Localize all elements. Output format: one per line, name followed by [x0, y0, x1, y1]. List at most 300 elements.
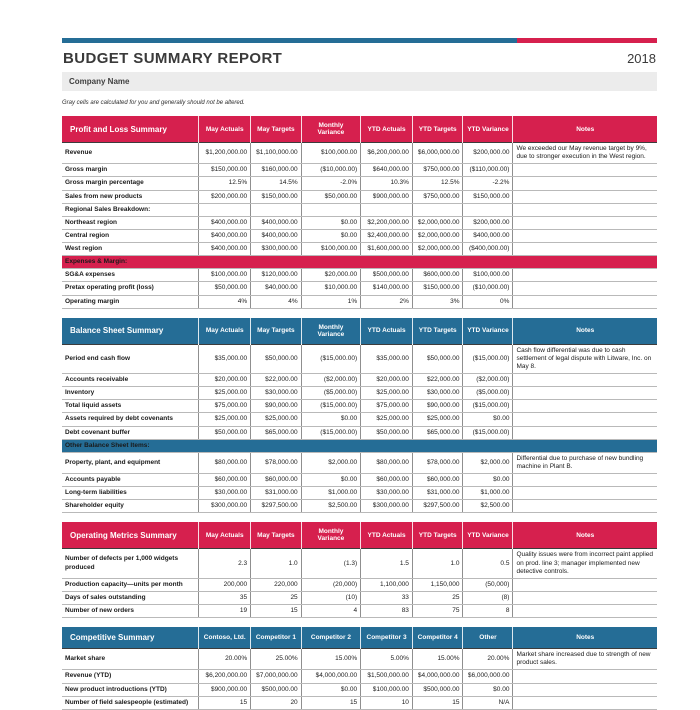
table-row — [62, 344, 657, 373]
value-cell: $2,000,000.00 — [412, 216, 463, 229]
value-cell: 25 — [412, 591, 463, 604]
row-label: SG&A expenses — [62, 269, 199, 282]
row-label: Long-term liabilities — [62, 487, 199, 500]
column-header: May Targets — [251, 318, 302, 345]
table-title-operating-metrics: Operating Metrics Summary — [62, 522, 199, 549]
table-header-row — [62, 627, 657, 649]
table-header-row — [62, 522, 657, 549]
value-cell: $7,000,000.00 — [251, 670, 302, 683]
value-cell: $4,000,000.00 — [412, 670, 463, 683]
note-cell: Market share increased due to strength of new product sales. — [513, 649, 657, 670]
value-cell — [199, 203, 251, 216]
value-cell: $500,000.00 — [412, 683, 463, 696]
column-header: YTD Variance — [463, 116, 513, 143]
value-cell: $100,000.00 — [301, 243, 361, 256]
value-cell: 15 — [301, 696, 361, 709]
value-cell: 12.5% — [412, 177, 463, 190]
table-row — [62, 282, 657, 295]
row-label: Total liquid assets — [62, 400, 199, 413]
column-header: Notes — [513, 627, 657, 649]
value-cell: $4,000,000.00 — [301, 670, 361, 683]
value-cell: 200,000 — [199, 578, 251, 591]
value-cell: $0.00 — [301, 683, 361, 696]
value-cell: $400,000.00 — [251, 216, 302, 229]
value-cell: 220,000 — [251, 578, 302, 591]
row-label: Pretax operating profit (loss) — [62, 282, 199, 295]
value-cell: $78,000.00 — [251, 452, 302, 473]
report-page — [62, 38, 657, 710]
value-cell: $25,000.00 — [251, 413, 302, 426]
value-cell: 2.3 — [199, 549, 251, 578]
value-cell: 20.00% — [463, 649, 513, 670]
value-cell: ($15,000.00) — [463, 344, 513, 373]
table-row — [62, 216, 657, 229]
value-cell: 4 — [301, 605, 361, 618]
value-cell: ($15,000.00) — [301, 344, 361, 373]
table-row — [62, 683, 657, 696]
value-cell: $0.00 — [301, 216, 361, 229]
value-cell: $2,400,000.00 — [361, 229, 413, 242]
value-cell: $140,000.00 — [361, 282, 413, 295]
value-cell: $400,000.00 — [463, 229, 513, 242]
value-cell: 83 — [361, 605, 413, 618]
value-cell: $400,000.00 — [199, 216, 251, 229]
table-row — [62, 487, 657, 500]
column-header: Notes — [513, 116, 657, 143]
value-cell: $400,000.00 — [251, 229, 302, 242]
value-cell: $6,200,000.00 — [361, 143, 413, 164]
value-cell: $750,000.00 — [412, 164, 463, 177]
value-cell: $1,600,000.00 — [361, 243, 413, 256]
note-cell — [513, 426, 657, 439]
table-row — [62, 649, 657, 670]
value-cell: $75,000.00 — [361, 400, 413, 413]
value-cell: $100,000.00 — [199, 269, 251, 282]
section-band-label: Expenses & Margin: — [62, 256, 657, 269]
value-cell: $60,000.00 — [412, 474, 463, 487]
value-cell: ($15,000.00) — [301, 400, 361, 413]
value-cell: $30,000.00 — [412, 387, 463, 400]
value-cell: $900,000.00 — [361, 190, 413, 203]
value-cell: $1,200,000.00 — [199, 143, 251, 164]
value-cell: $150,000.00 — [463, 190, 513, 203]
note-cell — [513, 400, 657, 413]
value-cell: ($2,000.00) — [301, 374, 361, 387]
value-cell: $2,200,000.00 — [361, 216, 413, 229]
table-title-balance-sheet: Balance Sheet Summary — [62, 318, 199, 345]
note-cell — [513, 591, 657, 604]
value-cell: $1,000.00 — [301, 487, 361, 500]
table-row — [62, 190, 657, 203]
column-header: YTD Actuals — [361, 522, 413, 549]
value-cell: $2,500.00 — [301, 500, 361, 513]
value-cell: $30,000.00 — [199, 487, 251, 500]
value-cell: $31,000.00 — [251, 487, 302, 500]
value-cell: $50,000.00 — [199, 426, 251, 439]
note-cell — [513, 670, 657, 683]
value-cell: 20 — [251, 696, 302, 709]
value-cell: $10,000.00 — [301, 282, 361, 295]
column-header: Competitor 2 — [301, 627, 361, 649]
value-cell: $65,000.00 — [251, 426, 302, 439]
table-title-competitive-summary: Competitive Summary — [62, 627, 199, 649]
value-cell: 20.00% — [199, 649, 251, 670]
column-header: YTD Targets — [412, 116, 463, 143]
value-cell: $20,000.00 — [301, 269, 361, 282]
value-cell: $600,000.00 — [412, 269, 463, 282]
value-cell: $75,000.00 — [199, 400, 251, 413]
value-cell: $6,000,000.00 — [412, 143, 463, 164]
value-cell: 0% — [463, 295, 513, 308]
value-cell: 33 — [361, 591, 413, 604]
value-cell — [301, 203, 361, 216]
value-cell: 15.00% — [301, 649, 361, 670]
value-cell: $50,000.00 — [412, 344, 463, 373]
value-cell: $60,000.00 — [251, 474, 302, 487]
column-header: Notes — [513, 522, 657, 549]
table-row — [62, 295, 657, 308]
disclaimer-note: Gray cells are calculated for you and generally should not be altered. — [62, 100, 245, 106]
value-cell: $20,000.00 — [199, 374, 251, 387]
value-cell: 1.5 — [361, 549, 413, 578]
table-row — [62, 387, 657, 400]
value-cell: $35,000.00 — [361, 344, 413, 373]
value-cell: $200,000.00 — [463, 143, 513, 164]
value-cell: 10 — [361, 696, 413, 709]
value-cell: (1.3) — [301, 549, 361, 578]
value-cell: $750,000.00 — [412, 190, 463, 203]
value-cell: $25,000.00 — [361, 413, 413, 426]
value-cell: 15 — [412, 696, 463, 709]
value-cell: $2,000.00 — [463, 452, 513, 473]
row-label: Shareholder equity — [62, 500, 199, 513]
value-cell: $400,000.00 — [199, 229, 251, 242]
table-row — [62, 243, 657, 256]
value-cell: $400,000.00 — [199, 243, 251, 256]
value-cell: $78,000.00 — [412, 452, 463, 473]
note-cell — [513, 374, 657, 387]
row-label: Production capacity—units per month — [62, 578, 199, 591]
value-cell: 1.0 — [412, 549, 463, 578]
table-row — [62, 143, 657, 164]
value-cell: $150,000.00 — [199, 164, 251, 177]
column-header: May Actuals — [199, 318, 251, 345]
note-cell — [513, 474, 657, 487]
column-header: Competitor 3 — [361, 627, 413, 649]
row-label: Revenue — [62, 143, 199, 164]
value-cell — [361, 203, 413, 216]
value-cell: 1% — [301, 295, 361, 308]
note-cell — [513, 683, 657, 696]
value-cell: $30,000.00 — [361, 487, 413, 500]
value-cell: ($10,000.00) — [463, 282, 513, 295]
value-cell: $100,000.00 — [301, 143, 361, 164]
column-header: May Actuals — [199, 522, 251, 549]
row-label: Operating margin — [62, 295, 199, 308]
row-label: Property, plant, and equipment — [62, 452, 199, 473]
table-row — [62, 591, 657, 604]
value-cell: $25,000.00 — [361, 387, 413, 400]
value-cell: 0.5 — [463, 549, 513, 578]
section-band-row — [62, 439, 657, 452]
value-cell: -2.0% — [301, 177, 361, 190]
table-row — [62, 474, 657, 487]
note-cell — [513, 605, 657, 618]
value-cell: $200,000.00 — [463, 216, 513, 229]
value-cell: $0.00 — [463, 413, 513, 426]
value-cell: $50,000.00 — [251, 344, 302, 373]
value-cell: $31,000.00 — [412, 487, 463, 500]
section-band-label: Other Balance Sheet Items: — [62, 439, 657, 452]
note-cell — [513, 282, 657, 295]
column-header: Notes — [513, 318, 657, 345]
row-label: West region — [62, 243, 199, 256]
value-cell: 19 — [199, 605, 251, 618]
company-name: Company Name — [62, 72, 657, 91]
value-cell: $0.00 — [301, 474, 361, 487]
note-cell — [513, 295, 657, 308]
value-cell: $6,200,000.00 — [199, 670, 251, 683]
value-cell: $2,500.00 — [463, 500, 513, 513]
column-header: YTD Targets — [412, 522, 463, 549]
value-cell: $2,000,000.00 — [412, 243, 463, 256]
table-row — [62, 177, 657, 190]
column-header: YTD Actuals — [361, 116, 413, 143]
value-cell: (50,000) — [463, 578, 513, 591]
table-row — [62, 203, 657, 216]
value-cell: 1,100,000 — [361, 578, 413, 591]
value-cell: 1,150,000 — [412, 578, 463, 591]
value-cell: 1.0 — [251, 549, 302, 578]
table-row — [62, 549, 657, 578]
value-cell: $300,000.00 — [199, 500, 251, 513]
value-cell: $30,000.00 — [251, 387, 302, 400]
note-cell — [513, 487, 657, 500]
value-cell: $1,000.00 — [463, 487, 513, 500]
value-cell: 3% — [412, 295, 463, 308]
note-cell — [513, 500, 657, 513]
value-cell: $80,000.00 — [199, 452, 251, 473]
value-cell: (8) — [463, 591, 513, 604]
page-title: BUDGET SUMMARY REPORT — [63, 50, 283, 67]
row-label: Number of field salespeople (estimated) — [62, 696, 199, 709]
value-cell: $22,000.00 — [251, 374, 302, 387]
value-cell: $2,000.00 — [301, 452, 361, 473]
value-cell: ($15,000.00) — [301, 426, 361, 439]
column-header: May Targets — [251, 116, 302, 143]
value-cell: 10.3% — [361, 177, 413, 190]
value-cell: 75 — [412, 605, 463, 618]
value-cell: $80,000.00 — [361, 452, 413, 473]
value-cell: $50,000.00 — [301, 190, 361, 203]
value-cell: 25.00% — [251, 649, 302, 670]
value-cell: $297,500.00 — [412, 500, 463, 513]
value-cell: $500,000.00 — [251, 683, 302, 696]
table-row — [62, 164, 657, 177]
value-cell: 12.5% — [199, 177, 251, 190]
column-header: Monthly Variance — [301, 522, 361, 549]
column-header: Contoso, Ltd. — [199, 627, 251, 649]
value-cell: $25,000.00 — [412, 413, 463, 426]
value-cell: 8 — [463, 605, 513, 618]
row-label: Inventory — [62, 387, 199, 400]
value-cell: 2% — [361, 295, 413, 308]
value-cell: 35 — [199, 591, 251, 604]
table-row — [62, 452, 657, 473]
table-competitive-summary — [62, 627, 657, 710]
value-cell: $25,000.00 — [199, 413, 251, 426]
tables-container — [62, 116, 657, 710]
value-cell: $100,000.00 — [361, 683, 413, 696]
row-label: Sales from new products — [62, 190, 199, 203]
row-label: Gross margin percentage — [62, 177, 199, 190]
table-header-row — [62, 116, 657, 143]
value-cell: $1,500,000.00 — [361, 670, 413, 683]
value-cell: 5.00% — [361, 649, 413, 670]
table-title-profit-and-loss: Profit and Loss Summary — [62, 116, 199, 143]
value-cell: $150,000.00 — [251, 190, 302, 203]
value-cell: (20,000) — [301, 578, 361, 591]
report-header — [62, 43, 657, 72]
value-cell: 15 — [199, 696, 251, 709]
value-cell[interactable]: 4% — [199, 295, 251, 308]
value-cell: $200,000.00 — [199, 190, 251, 203]
value-cell: 15.00% — [412, 649, 463, 670]
value-cell: $65,000.00 — [412, 426, 463, 439]
note-cell — [513, 229, 657, 242]
report-year: 2018 — [627, 51, 656, 66]
row-label: Accounts receivable — [62, 374, 199, 387]
note-cell — [513, 269, 657, 282]
value-cell — [412, 203, 463, 216]
note-cell — [513, 413, 657, 426]
value-cell: $500,000.00 — [361, 269, 413, 282]
table-profit-and-loss — [62, 116, 657, 309]
accent-bar — [62, 38, 657, 43]
note-cell — [513, 190, 657, 203]
value-cell: $6,000,000.00 — [463, 670, 513, 683]
table-row — [62, 269, 657, 282]
value-cell: $50,000.00 — [199, 282, 251, 295]
value-cell: $900,000.00 — [199, 683, 251, 696]
column-header: YTD Variance — [463, 318, 513, 345]
value-cell: ($110,000.00) — [463, 164, 513, 177]
value-cell: ($5,000.00) — [463, 387, 513, 400]
value-cell: $40,000.00 — [251, 282, 302, 295]
table-header-row — [62, 318, 657, 345]
value-cell: $20,000.00 — [361, 374, 413, 387]
value-cell: $35,000.00 — [199, 344, 251, 373]
note-cell — [513, 578, 657, 591]
column-header: Monthly Variance — [301, 318, 361, 345]
value-cell: $1,100,000.00 — [251, 143, 302, 164]
value-cell: $160,000.00 — [251, 164, 302, 177]
row-label: Days of sales outstanding — [62, 591, 199, 604]
row-label: Debt covenant buffer — [62, 426, 199, 439]
value-cell: $0.00 — [463, 683, 513, 696]
value-cell: (10) — [301, 591, 361, 604]
row-label: Gross margin — [62, 164, 199, 177]
value-cell: $0.00 — [301, 413, 361, 426]
value-cell: N/A — [463, 696, 513, 709]
note-cell — [513, 203, 657, 216]
value-cell: $300,000.00 — [361, 500, 413, 513]
row-label: New product introductions (YTD) — [62, 683, 199, 696]
value-cell: ($400,000.00) — [463, 243, 513, 256]
value-cell: ($15,000.00) — [463, 426, 513, 439]
value-cell: $0.00 — [463, 474, 513, 487]
accent-bar-blue — [62, 38, 517, 43]
table-row — [62, 426, 657, 439]
value-cell: $300,000.00 — [251, 243, 302, 256]
value-cell: $0.00 — [301, 229, 361, 242]
column-header: Competitor 1 — [251, 627, 302, 649]
row-label: Market share — [62, 649, 199, 670]
value-cell: $22,000.00 — [412, 374, 463, 387]
value-cell: $90,000.00 — [412, 400, 463, 413]
column-header: YTD Targets — [412, 318, 463, 345]
value-cell: 25 — [251, 591, 302, 604]
value-cell: $50,000.00 — [361, 426, 413, 439]
section-band-row — [62, 256, 657, 269]
column-header: Competitor 4 — [412, 627, 463, 649]
value-cell: $297,500.00 — [251, 500, 302, 513]
value-cell: ($5,000.00) — [301, 387, 361, 400]
value-cell: $150,000.00 — [412, 282, 463, 295]
column-header: YTD Variance — [463, 522, 513, 549]
value-cell: $60,000.00 — [361, 474, 413, 487]
value-cell: $120,000.00 — [251, 269, 302, 282]
row-label: Regional Sales Breakdown: — [62, 203, 199, 216]
value-cell: $90,000.00 — [251, 400, 302, 413]
note-cell: Quality issues were from incorrect paint applied on prod. line 3; manager implemented new detective controls. — [513, 549, 657, 578]
table-row — [62, 605, 657, 618]
value-cell: $640,000.00 — [361, 164, 413, 177]
column-header: May Actuals — [199, 116, 251, 143]
table-row — [62, 400, 657, 413]
note-cell: Cash flow differential was due to cash settlement of legal dispute with Litware, Inc. on May 8. — [513, 344, 657, 373]
note-cell — [513, 177, 657, 190]
row-label: Accounts payable — [62, 474, 199, 487]
table-row — [62, 500, 657, 513]
table-row — [62, 413, 657, 426]
row-label: Assets required by debt covenants — [62, 413, 199, 426]
column-header: YTD Actuals — [361, 318, 413, 345]
row-label: Number of defects per 1,000 widgets produced — [62, 549, 199, 578]
value-cell: 15 — [251, 605, 302, 618]
value-cell: ($2,000.00) — [463, 374, 513, 387]
column-header: Monthly Variance — [301, 116, 361, 143]
table-row — [62, 229, 657, 242]
value-cell: $100,000.00 — [463, 269, 513, 282]
row-label: Central region — [62, 229, 199, 242]
table-operating-metrics — [62, 522, 657, 618]
value-cell: ($15,000.00) — [463, 400, 513, 413]
table-row — [62, 374, 657, 387]
table-row — [62, 670, 657, 683]
column-header: May Targets — [251, 522, 302, 549]
row-label: Revenue (YTD) — [62, 670, 199, 683]
value-cell: $2,000,000.00 — [412, 229, 463, 242]
column-header: Other — [463, 627, 513, 649]
note-cell: Differential due to purchase of new bundling machine in Plant B. — [513, 452, 657, 473]
accent-bar-red — [517, 38, 657, 43]
table-row — [62, 578, 657, 591]
value-cell: ($10,000.00) — [301, 164, 361, 177]
value-cell — [251, 203, 302, 216]
row-label: Number of new orders — [62, 605, 199, 618]
row-label: Period end cash flow — [62, 344, 199, 373]
